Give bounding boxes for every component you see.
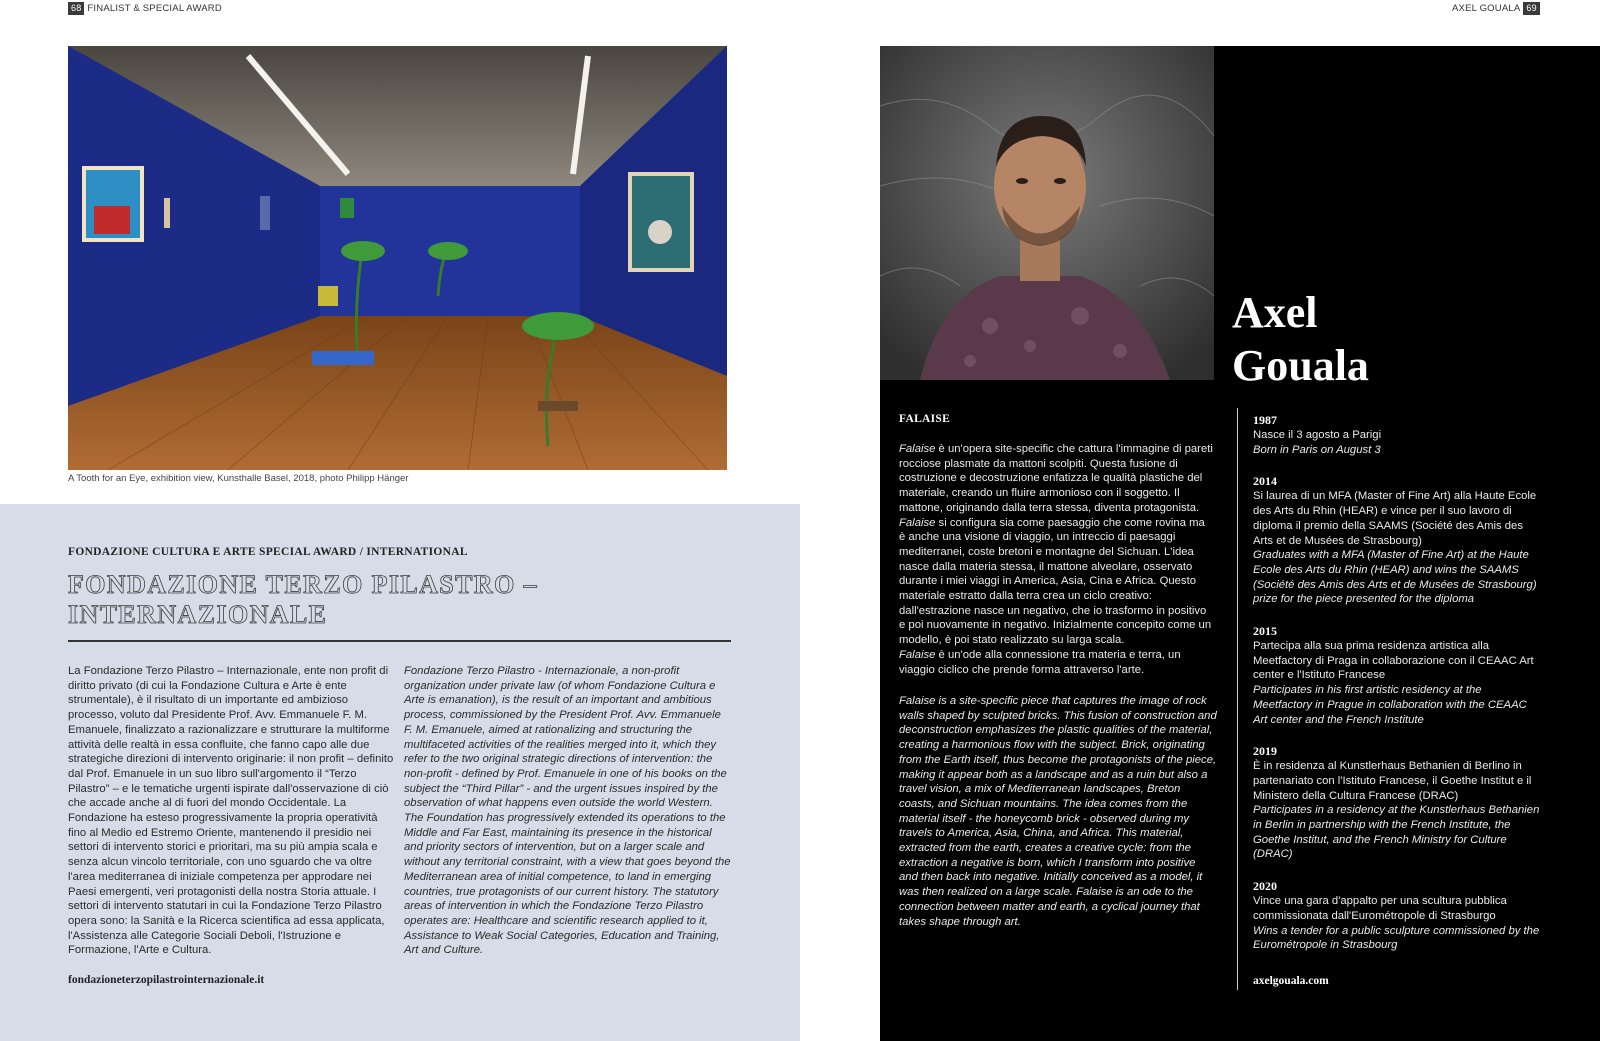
work-description-italian — [899, 442, 1214, 677]
work-text-segment: si configura sia come paesaggio che come rovina ma è anche una visione di viaggio, un intreccio di paesaggi mediterranei, coste bretoni e montagne del Sichuan. L'idea nasce dalla materia stessa, il mattone alveolare, osservato durante i miei viaggi in America, Asia, Cina e Africa. Questo materiale estratto dalla terra crea un ciclo creativo: dall'estrazione nasce un negativo, che io trasformo in positivo e poi nuovamente in negativo. Inizialmente concepito come un modello, è poi stato realizzato su larga scala. — [899, 516, 1212, 647]
timeline-text-english: Participates in a residency at the Kunstlerhaus Bethanien in Berlin in partnership with the French Institute, the Goethe Institut, and the French Ministry for Culture (DRAC) — [1253, 804, 1540, 861]
award-text-english: Fondazione Terzo Pilastro - Internazionale, a non-profit organization under private law (of whom Fondazione Cultura e Arte is emanation), is the result of an important and ambitious process, commissioned by the President Prof. Avv. Emmanuele F. M. Emanuele, aimed at rationalizing and structuring the multifaceted activities of the realities merged into it, which they refer to the two original strategic directions of intervention: the non-profit - defined by Prof. Emanuele in one of his books on the subject the “Third Pillar” - and the urgent issues inspired by the observation of what happens even outside the world Western. The Foundation has progressively extended its operations to the Middle and Far East, maintaining its presence in the historical and priority sectors of intervention, but on a larger scale and without any territorial constraint, with a view that goes beyond the Mediterranean area of initial competence, to land in emerging countries, true protagonists of our current history. The statutory areas of intervention in which the Fondazione Terzo Pilastro operates are: Healthcare and scientific research applied to it, Assistance to Weak Social Categories, Education and Training, Art and Culture. — [404, 665, 731, 957]
artist-portrait — [880, 46, 1214, 380]
right-section-label: AXEL GOUALA — [1452, 3, 1521, 14]
timeline-entry — [1253, 744, 1543, 862]
right-page-number: 69 — [1523, 2, 1539, 15]
timeline-text-english: Graduates with a MFA (Master of Fine Art) at the Haute Ecole des Arts du Rhin (HEAR) and wins the SAAMS (Société des Amis des Arts et de Musées de Strasbourg) prize for the piece presented for the diploma — [1253, 549, 1537, 606]
exhibition-photo — [68, 46, 727, 470]
award-title — [68, 570, 728, 630]
work-text-segment: è un'opera site-specific che cattura l'immagine di pareti rocciose plasmate da mattoni scolpiti. Questa fusione di costruzione e decostruzione enfatizza le qualità plastiche del materiale, creando un fluire armonioso con il soggetto. Il mattone, originando dalla terra stessa, diventa protagonista. — [899, 443, 1213, 514]
photo-caption: A Tooth for an Eye, exhibition view, Kunsthalle Basel, 2018, photo Philipp Hänger — [68, 473, 409, 484]
timeline-entry — [1253, 879, 1543, 953]
left-section-label: FINALIST & SPECIAL AWARD — [87, 3, 222, 14]
timeline-text-italian: Partecipa alla sua prima residenza artistica alla Meetfactory di Praga in collaborazione con il CEAAC Art center e l'Istituto Francese — [1253, 640, 1534, 682]
timeline-text-italian: Nasce il 3 agosto a Parigi — [1253, 429, 1382, 441]
left-page-folio — [68, 2, 222, 15]
work-title-inline: Falaise — [899, 648, 936, 661]
artist-website-link[interactable]: axelgouala.com — [1253, 975, 1329, 987]
award-divider — [68, 640, 731, 642]
work-text-segment: è un'ode alla connessione tra materia e terra, un viaggio ciclico che prende forma attraverso l'arte. — [899, 648, 1181, 676]
timeline-text-english: Wins a tender for a public sculpture commissioned by the Eurométropole in Strasbourg — [1253, 924, 1540, 952]
artist-timeline — [1253, 413, 1543, 970]
work-title-inline: Falaise — [899, 516, 936, 529]
timeline-divider — [1237, 408, 1238, 990]
award-title-line2: INTERNAZIONALE — [68, 600, 328, 629]
timeline-text-english: Participates in his first artistic residency at the Meetfactory in Prague in collaboration with the CEAAC Art center and the French Institute — [1253, 684, 1527, 726]
timeline-year: 2015 — [1253, 624, 1277, 639]
right-page-folio — [1452, 2, 1540, 15]
timeline-text-italian: È in residenza al Kunstlerhaus Bethanien di Berlino in partenariato con l'Istituto Francese, il Goethe Institut e il Ministero della Cultura Francese (DRAC) — [1253, 760, 1532, 802]
timeline-year: 2019 — [1253, 744, 1277, 759]
exhibition-room-illustration — [68, 46, 727, 470]
award-title-line1: FONDAZIONE TERZO PILASTRO – — [68, 570, 539, 599]
work-title-inline: Falaise — [899, 443, 936, 455]
timeline-text-italian: Vince una gara d'appalto per una scultura pubblica commissionata dall'Eurométropole di Strasburgo — [1253, 895, 1507, 922]
artist-name — [1232, 286, 1369, 392]
timeline-year: 2020 — [1253, 879, 1277, 894]
timeline-entry — [1253, 624, 1543, 727]
timeline-entry — [1253, 413, 1543, 457]
timeline-text-italian: Si laurea di un MFA (Master of Fine Art) alla Haute Ecole des Arts du Rhin (HEAR) e vince per il suo lavoro di diploma il premio della SAAMS (Société des Amis des Arts et de Musées de Strasbourg) — [1253, 490, 1537, 547]
timeline-year: 1987 — [1253, 413, 1277, 427]
award-text-italian: La Fondazione Terzo Pilastro – Internazionale, ente non profit di diritto privato (di cui la Fondazione Cultura e Arte è ente strumentale), è il risultato di un importante ed ambizioso processo, voluto dal Presidente Prof. Avv. Emmanuele F. M. Emanuele, finalizzato a razionalizzare e strutturare la multiforme attività delle realtà in essa confluite, che fanno capo alle due strategiche direzioni di intervento originarie: il non profit – definito dal Prof. Emanuele in un suo libro sull'argomento il “Terzo Pilastro” – e le tematiche urgenti ispirate dall'osservazione di ciò che accade anche al di fuori del mondo Occidentale. La Fondazione ha esteso progressivamente la propria operatività fino al Medio ed Estremo Oriente, mantenendo il presidio nei settori di intervento storici e prioritari, ma su più ampia scala e senza alcun vincolo territoriale, con uno sguardo che va oltre l'area mediterranea di iniziale competenza per approdare nei Paesi emergenti, veri protagonisti della nostra Storia attuale. I settori di intervento statutari in cui la Fondazione Terzo Pilastro opera sono: la Sanità e la Ricerca scientifica ad essa applicata, l'Assistenza alle Categorie Sociali Deboli, l'Istruzione e Formazione, l'Arte e Cultura. — [68, 665, 394, 957]
award-website-link[interactable]: fondazioneterzopilastrointernazionale.it — [68, 974, 265, 986]
artist-first-name: Axel — [1232, 288, 1318, 337]
timeline-text-english: Born in Paris on August 3 — [1253, 443, 1381, 456]
work-description-english: Falaise is a site-specific piece that captures the image of rock walls shaped by sculpted bricks. This fusion of construction and deconstruction emphasizes the plastic qualities of the material, creating a harmonious flow with the subject. Brick, originating from the Earth itself, thus become the protagonists of the piece, making it appear both as a landscape and as a ruin but also a travel vision, a mix of Mediterranean landscapes, Breton coasts, and Sichuan mountains. The idea comes from the material itself - the honeycomb brick - observed during my travels to America, Asia, China, and Africa. This material, extracted from the earth, creates a creative cycle: from the extraction a negative is born, which I transform into positive and then back into negative. Initially conceived as a model, it was then realized on a large scale. Falaise is an ode to the connection between matter and earth, a cyclical journey that takes shape through art. — [899, 695, 1217, 928]
award-kicker: FONDAZIONE CULTURA E ARTE SPECIAL AWARD / INTERNATIONAL — [68, 546, 468, 558]
artist-last-name: Gouala — [1232, 341, 1369, 390]
left-page-number: 68 — [68, 2, 84, 15]
timeline-year: 2014 — [1253, 474, 1277, 489]
timeline-entry — [1253, 474, 1543, 607]
work-title: FALAISE — [899, 413, 951, 425]
portrait-illustration — [880, 46, 1214, 380]
